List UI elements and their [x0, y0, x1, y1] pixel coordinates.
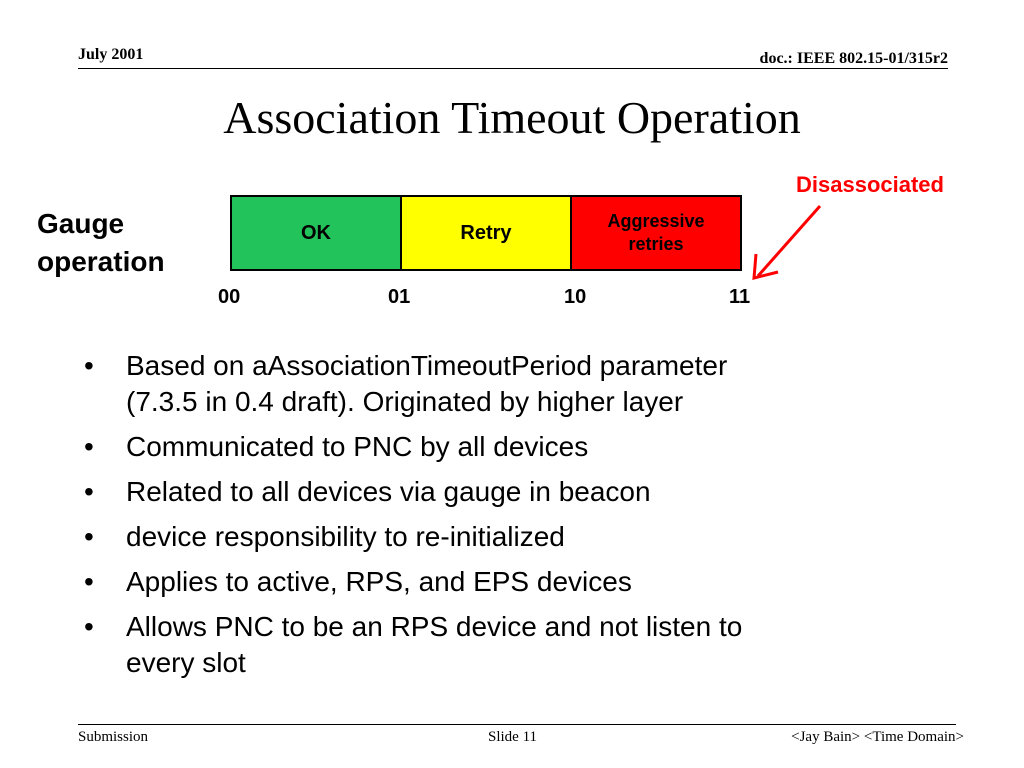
bullet-glyph: •	[84, 476, 94, 507]
bullet-text-line1: Based on aAssociationTimeoutPeriod parameter	[126, 350, 728, 381]
bullet-item	[84, 564, 904, 600]
bullet-item	[84, 609, 904, 681]
bullet-text-line2: (7.3.5 in 0.4 draft). Originated by higher layer	[126, 386, 684, 417]
footer-slide-number: Slide 11	[488, 729, 538, 745]
header-doc-id: doc.: IEEE 802.15-01/315r2	[759, 50, 948, 67]
footer-submission: Submission	[78, 729, 149, 745]
footer-divider	[78, 724, 956, 725]
bullet-glyph: •	[84, 611, 94, 642]
gauge-segment-aggressive-label-line2: retries	[628, 234, 684, 254]
bullet-glyph: •	[84, 431, 94, 462]
disassociated-arrow-icon	[740, 198, 830, 288]
gauge-segment-aggressive-label-line1: Aggressive	[607, 211, 705, 231]
gauge-tick-00: 00	[218, 286, 241, 308]
gauge-segment-retry-label: Retry	[460, 221, 512, 244]
gauge-segment-aggressive-retries	[570, 197, 740, 269]
footer-author: <Jay Bain> <Time Domain>	[791, 729, 964, 745]
header-date: July 2001	[78, 46, 144, 63]
slide-title: Association Timeout Operation	[223, 92, 801, 143]
gauge-label	[37, 205, 165, 281]
gauge-tick-11: 11	[729, 286, 751, 308]
bullet-item	[84, 429, 904, 465]
gauge-tick-10: 10	[564, 286, 587, 308]
gauge-label-line1: Gauge	[37, 208, 125, 239]
disassociated-label: Disassociated	[796, 172, 944, 197]
bullet-text-line1: device responsibility to re-initialized	[126, 521, 565, 552]
gauge-segment-ok	[232, 197, 400, 269]
bullet-text-line1: Applies to active, RPS, and EPS devices	[126, 566, 632, 597]
bullet-glyph: •	[84, 350, 94, 381]
bullet-item	[84, 519, 904, 555]
bullet-text-line2: every slot	[126, 647, 246, 678]
bullet-list	[84, 348, 904, 690]
header-divider	[78, 68, 948, 69]
gauge-tick-01: 01	[388, 286, 411, 308]
gauge-label-line2: operation	[37, 246, 165, 277]
bullet-text-line1: Allows PNC to be an RPS device and not listen to	[126, 611, 743, 642]
bullet-glyph: •	[84, 521, 94, 552]
gauge-segment-retry	[400, 197, 570, 269]
bullet-text-line1: Communicated to PNC by all devices	[126, 431, 589, 462]
gauge-segment-ok-label: OK	[301, 221, 331, 244]
bullet-item	[84, 348, 904, 420]
bullet-glyph: •	[84, 566, 94, 597]
bullet-text-line1: Related to all devices via gauge in beacon	[126, 476, 651, 507]
bullet-item	[84, 474, 904, 510]
gauge-bar	[230, 195, 742, 271]
